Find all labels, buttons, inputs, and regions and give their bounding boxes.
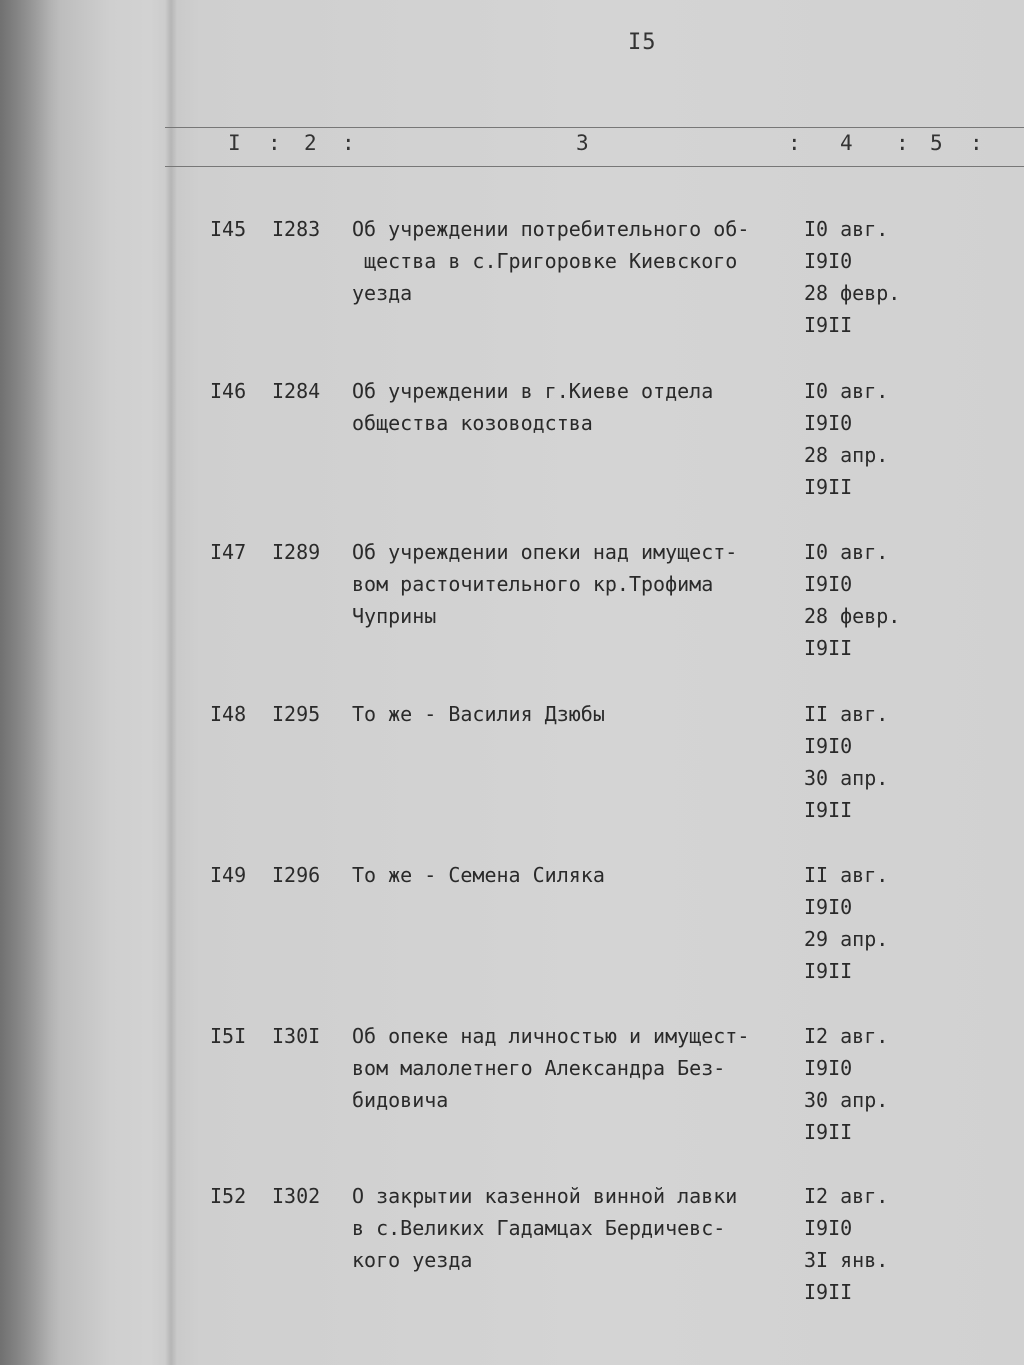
entry-date-line: 30 апр. bbox=[804, 766, 889, 790]
file-number: I289 bbox=[272, 540, 321, 564]
entry-title-line bbox=[352, 762, 792, 794]
entry-title-line: Чуприны bbox=[352, 604, 437, 628]
entry-title-line: в с.Великих Гадамцах Бердичевс- bbox=[352, 1216, 726, 1240]
column-header-separator: : bbox=[342, 131, 355, 155]
entry-title-line: кого уезда bbox=[352, 1248, 473, 1272]
entry-date-line: I9I0 bbox=[804, 411, 853, 435]
entry-date-line: I9II bbox=[804, 313, 853, 337]
entry-date-line: II авг. bbox=[804, 702, 889, 726]
entry-date-line: 3I янв. bbox=[804, 1248, 889, 1272]
entry-title-line: То же - Василия Дзюбы bbox=[352, 702, 605, 726]
file-number: I296 bbox=[272, 863, 321, 887]
entry-title bbox=[352, 536, 792, 632]
column-header-5: 5 bbox=[930, 131, 943, 155]
entry-date-line: 28 апр. bbox=[804, 443, 889, 467]
entry-date-line: I9II bbox=[804, 959, 853, 983]
entry-title-line bbox=[352, 730, 792, 762]
entry-number: I5I bbox=[210, 1024, 247, 1048]
entry-date-line: I9II bbox=[804, 475, 853, 499]
entry-date-line: I9I0 bbox=[804, 1216, 853, 1240]
entry-dates bbox=[804, 859, 888, 987]
entry-title-line: уезда bbox=[352, 281, 413, 305]
entry-title bbox=[352, 1180, 792, 1276]
file-number: I284 bbox=[272, 379, 321, 403]
entry-title-line: Об учреждении потребительного об- bbox=[352, 217, 750, 241]
entry-title-line: Об опеке над личностью и имущест- bbox=[352, 1024, 750, 1048]
entry-title bbox=[352, 1020, 792, 1116]
header-rule-top bbox=[165, 127, 1024, 128]
register-entry bbox=[0, 213, 1024, 353]
entry-date-line: 30 апр. bbox=[804, 1088, 889, 1112]
entry-date-line: I9II bbox=[804, 636, 853, 660]
column-header-3: 3 bbox=[576, 131, 589, 155]
entry-dates bbox=[804, 536, 900, 664]
entry-date-line: I9I0 bbox=[804, 1056, 853, 1080]
entry-date-line: I2 авг. bbox=[804, 1184, 889, 1208]
entry-dates bbox=[804, 698, 888, 826]
entry-date-line: 28 февр. bbox=[804, 281, 901, 305]
entry-number: I45 bbox=[210, 217, 247, 241]
entry-title-line bbox=[352, 923, 792, 955]
entry-date-line: I9I0 bbox=[804, 572, 853, 596]
register-entry bbox=[0, 1180, 1024, 1320]
entry-title-line: общества козоводства bbox=[352, 411, 593, 435]
file-number: I283 bbox=[272, 217, 321, 241]
entry-title-line bbox=[352, 439, 792, 471]
entry-date-line: 29 апр. bbox=[804, 927, 889, 951]
header-rule-bottom bbox=[165, 166, 1024, 167]
file-number: I295 bbox=[272, 702, 321, 726]
entry-dates bbox=[804, 1020, 888, 1148]
page-gutter-shadow bbox=[0, 0, 60, 1365]
entry-title-line: О закрытии казенной винной лавки bbox=[352, 1184, 738, 1208]
entry-title-line: Об учреждении в г.Киеве отдела bbox=[352, 379, 714, 403]
entry-dates bbox=[804, 1180, 888, 1308]
entry-date-line: I9II bbox=[804, 1280, 853, 1304]
entry-title-line: щества в с.Григоровке Киевского bbox=[352, 249, 738, 273]
entry-date-line: II авг. bbox=[804, 863, 889, 887]
entry-title-line bbox=[352, 891, 792, 923]
entry-date-line: I0 авг. bbox=[804, 217, 889, 241]
column-header-separator: : bbox=[896, 131, 909, 155]
entry-dates bbox=[804, 375, 888, 503]
entry-date-line: I9I0 bbox=[804, 734, 853, 758]
entry-date-line: I9I0 bbox=[804, 895, 853, 919]
column-header-1: I bbox=[228, 131, 241, 155]
entry-date-line: I0 авг. bbox=[804, 540, 889, 564]
entry-number: I47 bbox=[210, 540, 247, 564]
entry-date-line: I9II bbox=[804, 798, 853, 822]
register-entry bbox=[0, 1020, 1024, 1160]
register-entry bbox=[0, 698, 1024, 838]
file-number: I302 bbox=[272, 1184, 321, 1208]
entry-title-line: бидовича bbox=[352, 1088, 449, 1112]
column-header-separator: : bbox=[268, 131, 281, 155]
entry-title bbox=[352, 698, 792, 794]
register-entry bbox=[0, 859, 1024, 999]
entry-number: I52 bbox=[210, 1184, 247, 1208]
entry-date-line: 28 февр. bbox=[804, 604, 901, 628]
entry-title bbox=[352, 375, 792, 471]
entry-number: I48 bbox=[210, 702, 247, 726]
column-header-separator: : bbox=[970, 131, 983, 155]
entry-dates bbox=[804, 213, 900, 341]
entry-date-line: I9I0 bbox=[804, 249, 853, 273]
column-header-2: 2 bbox=[304, 131, 317, 155]
entry-title bbox=[352, 859, 792, 955]
entry-title-line: вом малолетнего Александра Без- bbox=[352, 1056, 726, 1080]
register-entry bbox=[0, 536, 1024, 676]
entry-number: I49 bbox=[210, 863, 247, 887]
page-number: I5 bbox=[628, 30, 657, 55]
entry-date-line: I2 авг. bbox=[804, 1024, 889, 1048]
entry-number: I46 bbox=[210, 379, 247, 403]
entry-title-line: То же - Семена Силяка bbox=[352, 863, 605, 887]
entry-title bbox=[352, 213, 792, 309]
entry-date-line: I0 авг. bbox=[804, 379, 889, 403]
entry-title-line: Об учреждении опеки над имущест- bbox=[352, 540, 738, 564]
page-fold bbox=[165, 0, 177, 1365]
entry-date-line: I9II bbox=[804, 1120, 853, 1144]
column-header-separator: : bbox=[788, 131, 801, 155]
register-entry bbox=[0, 375, 1024, 515]
column-header-4: 4 bbox=[840, 131, 853, 155]
file-number: I30I bbox=[272, 1024, 321, 1048]
entry-title-line: вом расточительного кр.Трофима bbox=[352, 572, 714, 596]
